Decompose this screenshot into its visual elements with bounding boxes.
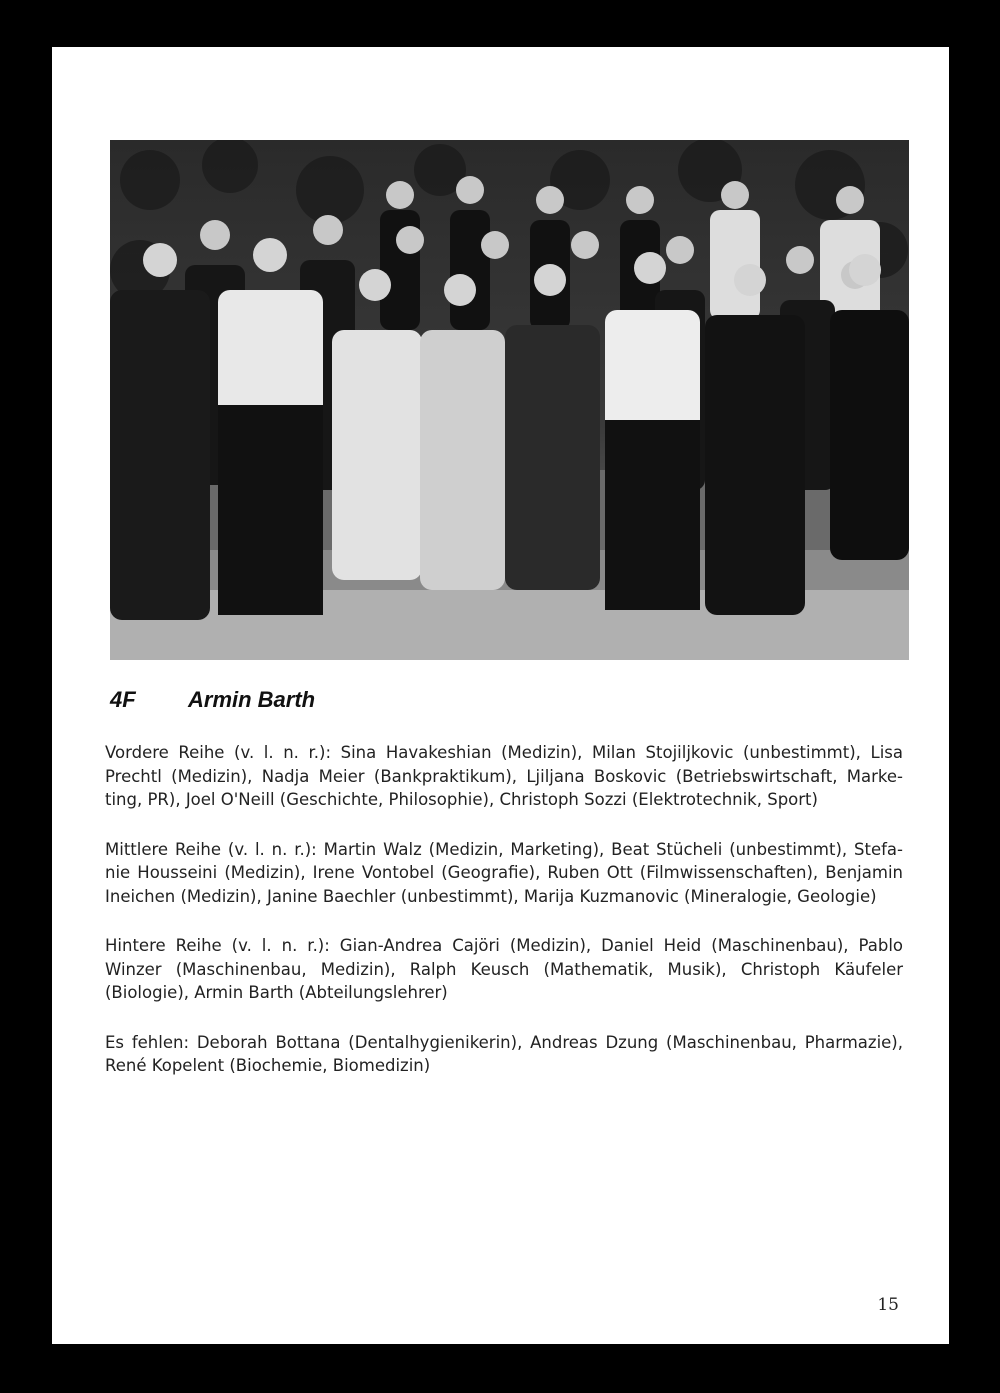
section-heading [110, 687, 315, 713]
absent-paragraph: Es fehlen: Deborah Bottana (Dentalhygienikerin), Andreas Dzung (Maschinenbau, Pharmazie), René Kopelent (Biochemie, Biomedizin) [105, 1032, 903, 1075]
back-row-paragraph: Hintere Reihe (v. l. n. r.): Gian-Andrea Cajöri (Medizin), Daniel Heid (Maschinenbau), Pablo Winzer (Maschinenbau, Medizin), Ralph Keusch (Mathematik, Musik), Christoph Käufeler (Biologie), Armin Barth (Abteilungslehrer) [105, 936, 903, 1002]
class-code: 4F [110, 687, 136, 712]
front-row-paragraph: Vordere Reihe (v. l. n. r.): Sina Havakeshian (Medizin), Milan Stojiljkovic (unbestimmt), Lisa Prechtl (Medizin), Nadja Meier (Bankpraktikum), Ljiljana Boskovic (Betriebswirtschaft, Marke-ting, PR), Joel O'Neill (Geschichte, Philosophie), Christoph Sozzi (Elektrotechnik, Sport) [105, 743, 903, 809]
teacher-name: Armin Barth [188, 687, 316, 712]
page [52, 47, 949, 1344]
middle-row-paragraph: Mittlere Reihe (v. l. n. r.): Martin Walz (Medizin, Marketing), Beat Stücheli (unbestimmt), Stefa-nie Housseini (Medizin), Irene Vontobel (Geografie), Ruben Ott (Filmwissenschaften), Benjamin Ineichen (Medizin), Janine Baechler (unbestimmt), Marija Kuzmanovic (Mineralogie, Geologie) [105, 839, 903, 906]
class-group-photo-icon [110, 140, 909, 660]
class-photo [110, 140, 909, 660]
page-number: 15 [877, 1295, 899, 1315]
caption-text [105, 741, 903, 1104]
